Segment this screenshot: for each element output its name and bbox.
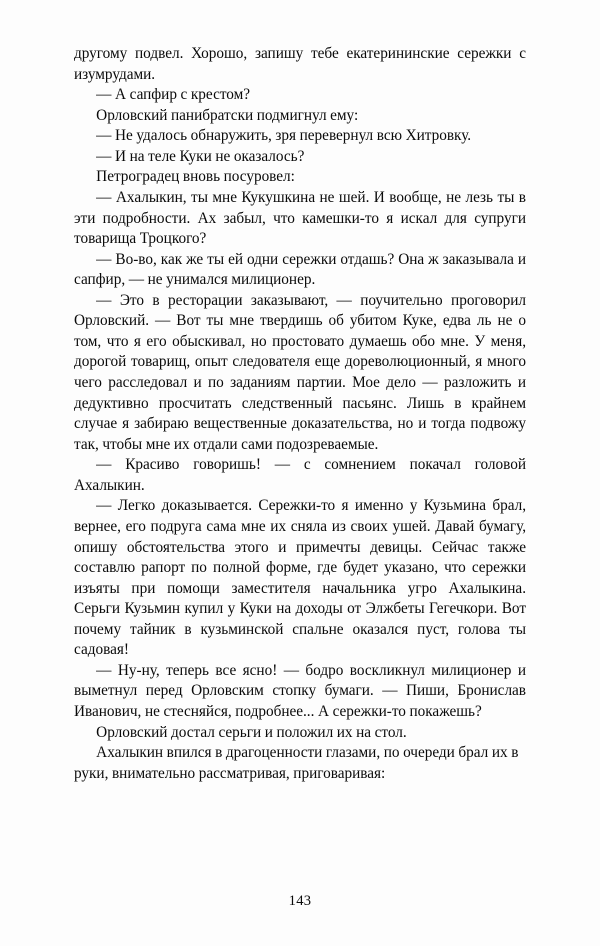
paragraph: — Красиво говоришь! — с сомнением покачал головой Ахалыкин.	[74, 456, 526, 494]
paragraph: Орловский достал серьги и положил их на стол.	[96, 723, 407, 741]
paragraph: — А сапфир с крестом?	[96, 86, 251, 104]
paragraph: — Во-во, как же ты ей одни сережки отдашь? Она ж заказывала и сапфир, — не унимался милиционер.	[74, 250, 526, 289]
paragraph: другому подвел. Хорошо, запишу тебе екатерининские сережки с изумрудами.	[74, 45, 526, 83]
paragraph: Орловский панибратски подмигнул ему:	[96, 106, 359, 124]
page-body	[74, 44, 526, 784]
page-number: 143	[288, 893, 312, 909]
paragraph: — И на теле Куки не оказалось?	[96, 147, 305, 165]
paragraph: — Легко доказывается. Сережки-то я именно у Кузьмина брал, вернее, его подруга сама мне их сняла из своих ушей. Давай бумагу, опишу обстоятельства этого и примечты девицы. Сейчас также составлю рапорт по полной форме, где будет указано, что сережки изъяты при помощи заместителя начальника угро Ахалыкина. Серьги Кузьмин купил у Куки на доходы от Элжбеты Гегечкори. Вот почему тайник в кузьминской спальне оказался пуст, голова ты садовая!	[74, 497, 526, 659]
paragraph: Петроградец вновь посуровел:	[96, 168, 295, 186]
paragraph: — Ахалыкин, ты мне Кукушкина не шей. И вообще, не лезь ты в эти подробности. Ах забыл, что камешки-то я искал для супруги товарища Троцкого?	[74, 188, 526, 248]
paragraph: — Ну-ну, теперь все ясно! — бодро воскликнул милиционер и выметнул перед Орловским стопку бумаги. — Пиши, Бронислав Иванович, не стесняйся, подробнее... А сережки-то покажешь?	[74, 661, 526, 720]
paragraph: — Это в ресторации заказывают, — поучительно проговорил Орловский. — Вот ты мне твердишь об убитом Куке, едва ль не о том, что я его обыскивал, но простовато думаешь обо мне. У меня, дорогой товарищ, опыт следователя еще дореволюционный, я много чего расследовал и по заданиям партии. Мое дело — разложить и дедуктивно просчитать следственный пасьянс. Лишь в крайнем случае я забираю вещественные доказательства, но и тогда подвожу так, чтобы мне их отдали сами подозреваемые.	[74, 291, 526, 453]
paragraph: Ахалыкин впился в драгоценности глазами, по очереди брал их в руки, внимательно рассматривая, приговаривая:	[74, 744, 519, 782]
paragraph: — Не удалось обнаружить, зря перевернул всю Хитровку.	[96, 127, 472, 145]
